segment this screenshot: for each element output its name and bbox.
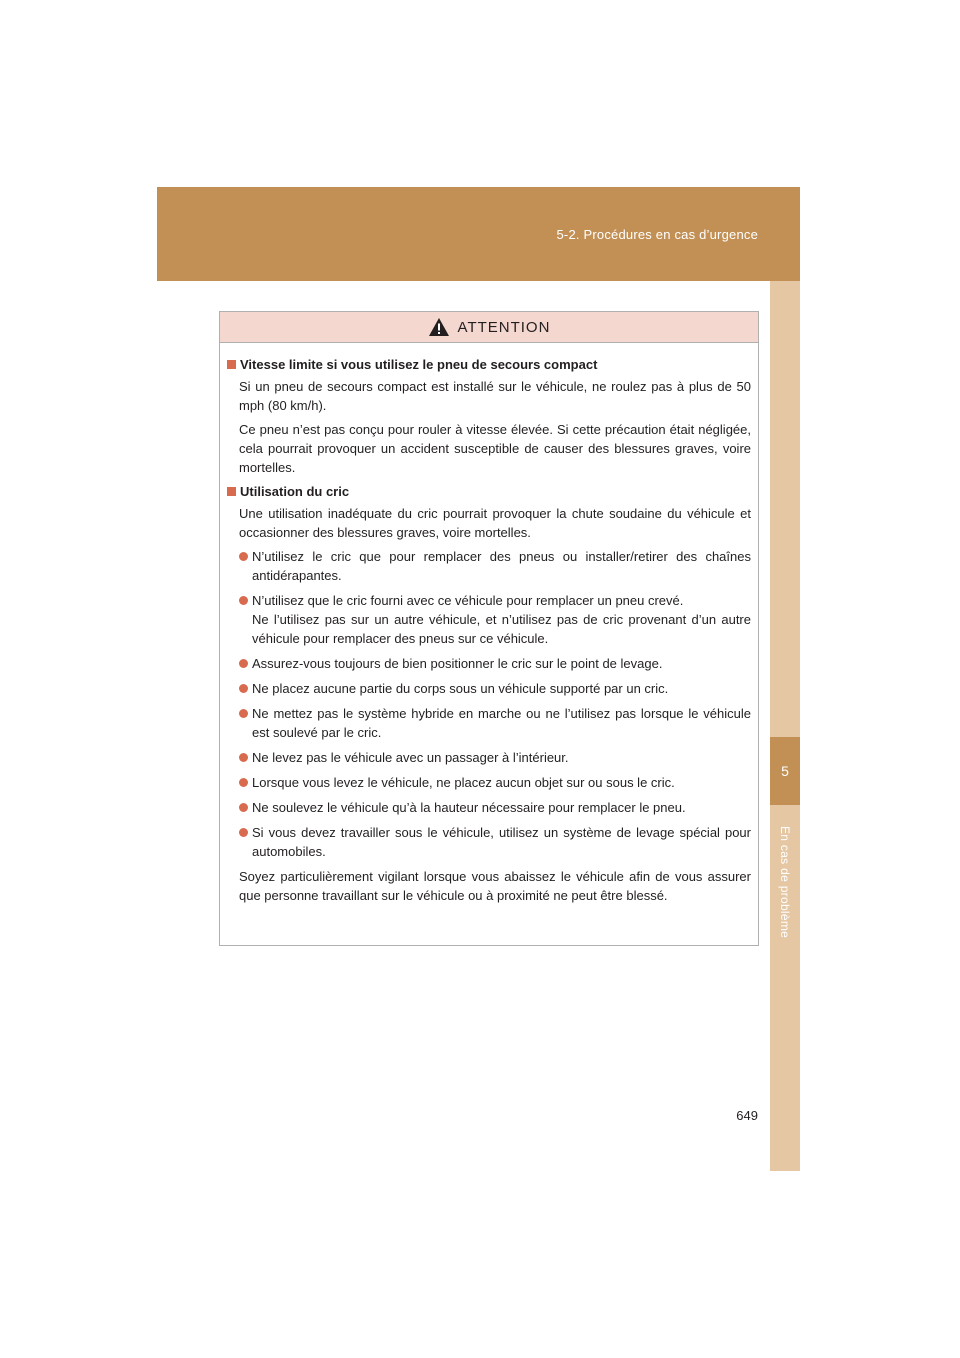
heading-text: Utilisation du cric — [240, 484, 350, 499]
header-band — [157, 187, 800, 281]
list-item: Lorsque vous levez le véhicule, ne placez aucun objet sur ou sous le cric. — [239, 773, 751, 792]
round-bullet-icon — [239, 753, 248, 762]
list-item: N’utilisez le cric que pour remplacer des pneus ou installer/retirer des chaînes antidérapantes. — [239, 547, 751, 585]
square-bullet-icon — [227, 360, 236, 369]
round-bullet-icon — [239, 828, 248, 837]
list-item: Assurez-vous toujours de bien positionner le cric sur le point de levage. — [239, 654, 751, 673]
paragraph: Une utilisation inadéquate du cric pourrait provoquer la chute soudaine du véhicule et occasionner des blessures graves, voire mortelles. — [239, 506, 751, 540]
warning-triangle-icon — [428, 317, 450, 337]
section-title: 5-2. Procédures en cas d’urgence — [556, 227, 758, 242]
round-bullet-icon — [239, 803, 248, 812]
closing-paragraph: Soyez particulièrement vigilant lorsque vous abaissez le véhicule afin de vous assurer que personne travaillant sur le véhicule ou à proximité ne peut être blessé. — [239, 869, 751, 903]
chapter-number: 5 — [781, 763, 789, 779]
paragraph: Si un pneu de secours compact est installé sur le véhicule, ne roulez pas à plus de 50 mph (80 km/h). — [239, 379, 751, 413]
chapter-label — [770, 812, 800, 952]
list-item: Si vous devez travailler sous le véhicule, utilisez un système de levage spécial pour automobiles. — [239, 823, 751, 861]
heading-text: Vitesse limite si vous utilisez le pneu de secours compact — [240, 357, 598, 372]
list-item: N’utilisez que le cric fourni avec ce véhicule pour remplacer un pneu crevé. Ne l’utilisez pas sur un autre véhicule, et n’utilisez pas de cric provenant d’un autre véhicule pour remplacer des pneus sur ce véhicule. — [239, 591, 751, 648]
chapter-tab — [770, 737, 800, 805]
round-bullet-icon — [239, 778, 248, 787]
warning-box — [219, 311, 759, 946]
list-item: Ne soulevez le véhicule qu’à la hauteur nécessaire pour remplacer le pneu. — [239, 798, 751, 817]
round-bullet-icon — [239, 684, 248, 693]
round-bullet-icon — [239, 709, 248, 718]
round-bullet-icon — [239, 596, 248, 605]
square-bullet-icon — [227, 487, 236, 496]
list-item: Ne placez aucune partie du corps sous un véhicule supporté par un cric. — [239, 679, 751, 698]
warning-title: ATTENTION — [457, 318, 551, 336]
list-item: Ne levez pas le véhicule avec un passager à l’intérieur. — [239, 748, 751, 767]
warning-body — [220, 343, 758, 905]
chapter-label-text: En cas de problème — [778, 825, 792, 939]
list-item: Ne mettez pas le système hybride en marche ou ne l’utilisez pas lorsque le véhicule est soulevé par le cric. — [239, 704, 751, 742]
paragraph: Ce pneu n’est pas conçu pour rouler à vitesse élevée. Si cette précaution était négligée, cela pourrait provoquer un accident susceptible de causer des blessures graves, voire mortelles. — [239, 422, 751, 475]
page-number: 649 — [736, 1108, 758, 1123]
round-bullet-icon — [239, 552, 248, 561]
chapter-side-strip — [770, 281, 800, 1171]
section-heading-speed — [227, 355, 751, 374]
round-bullet-icon — [239, 659, 248, 668]
section-heading-jack — [227, 482, 751, 501]
warning-header — [220, 312, 758, 343]
